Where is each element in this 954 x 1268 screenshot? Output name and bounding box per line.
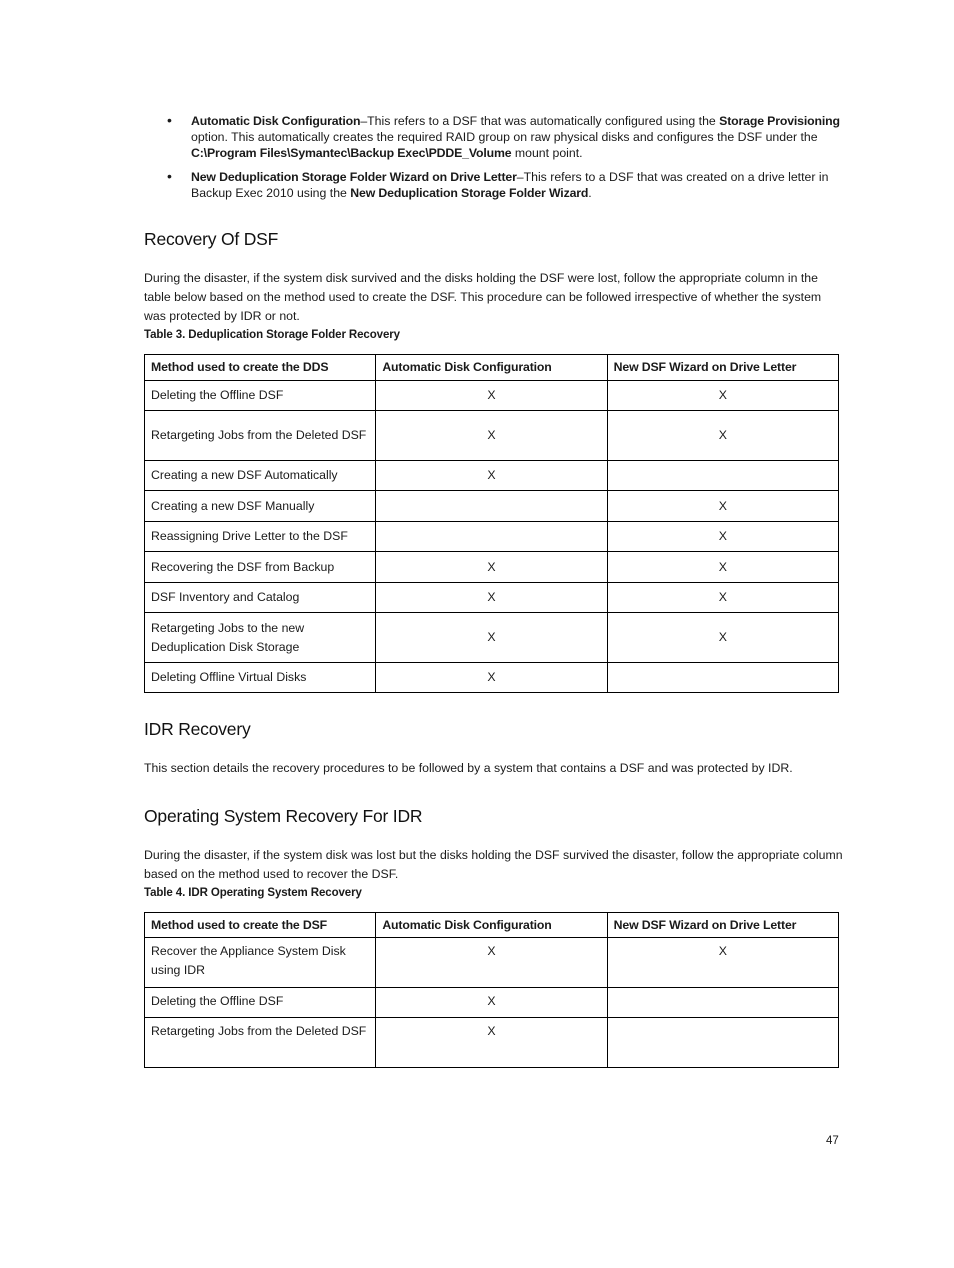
wizard-cell [607,1018,838,1068]
table-row [145,583,839,613]
auto-config-cell: X [376,613,607,663]
auto-config-cell: X [376,988,607,1018]
table-caption: Table 4. IDR Operating System Recovery [144,887,362,899]
bullet-text: . [588,186,592,200]
auto-config-cell: X [376,663,607,693]
wizard-cell: X [607,552,838,583]
auto-config-cell [376,522,607,552]
auto-config-cell: X [376,461,607,491]
wizard-cell [607,988,838,1018]
method-cell: Creating a new DSF Manually [145,491,376,522]
table-row [145,552,839,583]
auto-config-cell [376,491,607,522]
bullet-text: –This refers to a DSF that was created on a drive letter in Backup Exec 2010 using the [191,170,829,200]
method-cell: Deleting the Offline DSF [145,381,376,411]
auto-config-cell: X [376,381,607,411]
section-heading-idr-recovery: IDR Recovery [144,719,251,739]
bullet-icon: • [167,112,172,128]
wizard-cell: X [607,522,838,552]
wizard-cell: X [607,938,838,988]
dsf-recovery-table [144,354,839,693]
table-row [145,938,839,988]
bullet-text: –This refers to a DSF that was automatically configured using the [360,114,720,128]
table-row [145,663,839,693]
method-cell: Reassigning Drive Letter to the DSF [145,522,376,552]
section-paragraph: This section details the recovery procedures to be followed by a system that contains a DSF and was protected by IDR. [144,761,793,775]
method-cell: Deleting the Offline DSF [145,988,376,1018]
wizard-cell: X [607,381,838,411]
column-header: Method used to create the DDS [145,355,376,381]
table-caption: Table 3. Deduplication Storage Folder Recovery [144,329,400,341]
auto-config-cell: X [376,938,607,988]
method-cell: Deleting Offline Virtual Disks [145,663,376,693]
table-row [145,411,839,461]
method-cell: Creating a new DSF Automatically [145,461,376,491]
wizard-cell: X [607,583,838,613]
column-header: Automatic Disk Configuration [376,913,607,938]
auto-config-cell: X [376,1018,607,1068]
table-row [145,381,839,411]
column-header: Method used to create the DSF [145,913,376,938]
bullet-icon: • [167,168,172,184]
method-cell: Retargeting Jobs to the new Deduplication Disk Storage [145,613,376,663]
table-row [145,1018,839,1068]
bullet-list [160,113,850,209]
bullet-path: C:\Program Files\Symantec\Backup Exec\PDDE_Volume [191,146,512,160]
wizard-cell: X [607,411,838,461]
page-number: 47 [826,1135,839,1147]
wizard-cell [607,461,838,491]
idr-os-recovery-table [144,912,839,1068]
table-row [145,988,839,1018]
method-cell: Recovering the DSF from Backup [145,552,376,583]
table-row [145,461,839,491]
section-paragraph: During the disaster, if the system disk was lost but the disks holding the DSF survived the disaster, follow the appropriate column based on the method used to recover the DSF. [144,848,843,881]
column-header: Automatic Disk Configuration [376,355,607,381]
method-cell: DSF Inventory and Catalog [145,583,376,613]
bullet-item [160,113,850,161]
section-heading-os-recovery-idr: Operating System Recovery For IDR [144,806,423,826]
column-header: New DSF Wizard on Drive Letter [607,355,838,381]
wizard-cell: X [607,613,838,663]
method-cell: Recover the Appliance System Disk using IDR [145,938,376,988]
bullet-term: Automatic Disk Configuration [191,114,361,128]
bullet-text: mount point. [511,146,583,160]
bullet-item [160,169,850,201]
auto-config-cell: X [376,552,607,583]
section-heading-recovery-of-dsf: Recovery Of DSF [144,229,279,249]
method-cell: Retargeting Jobs from the Deleted DSF [145,1018,376,1068]
auto-config-cell: X [376,411,607,461]
method-cell: Retargeting Jobs from the Deleted DSF [145,411,376,461]
auto-config-cell: X [376,583,607,613]
table-row [145,613,839,663]
table-header-row [145,913,839,938]
section-paragraph: During the disaster, if the system disk survived and the disks holding the DSF were lost, follow the appropriate column in the table below based on the method used to create the DSF. This procedure can be followed irrespective of whether the system was protected by IDR or not. [144,271,822,323]
wizard-cell [607,663,838,693]
table-row [145,522,839,552]
table-header-row [145,355,839,381]
table-row [145,491,839,522]
bullet-term: New Deduplication Storage Folder Wizard on Drive Letter [191,170,517,184]
column-header: New DSF Wizard on Drive Letter [607,913,838,938]
bullet-term: New Deduplication Storage Folder Wizard [350,186,589,200]
bullet-text: option. This automatically creates the required RAID group on raw physical disks and configures the DSF under the [191,130,818,144]
bullet-term: Storage Provisioning [719,114,840,128]
wizard-cell: X [607,491,838,522]
